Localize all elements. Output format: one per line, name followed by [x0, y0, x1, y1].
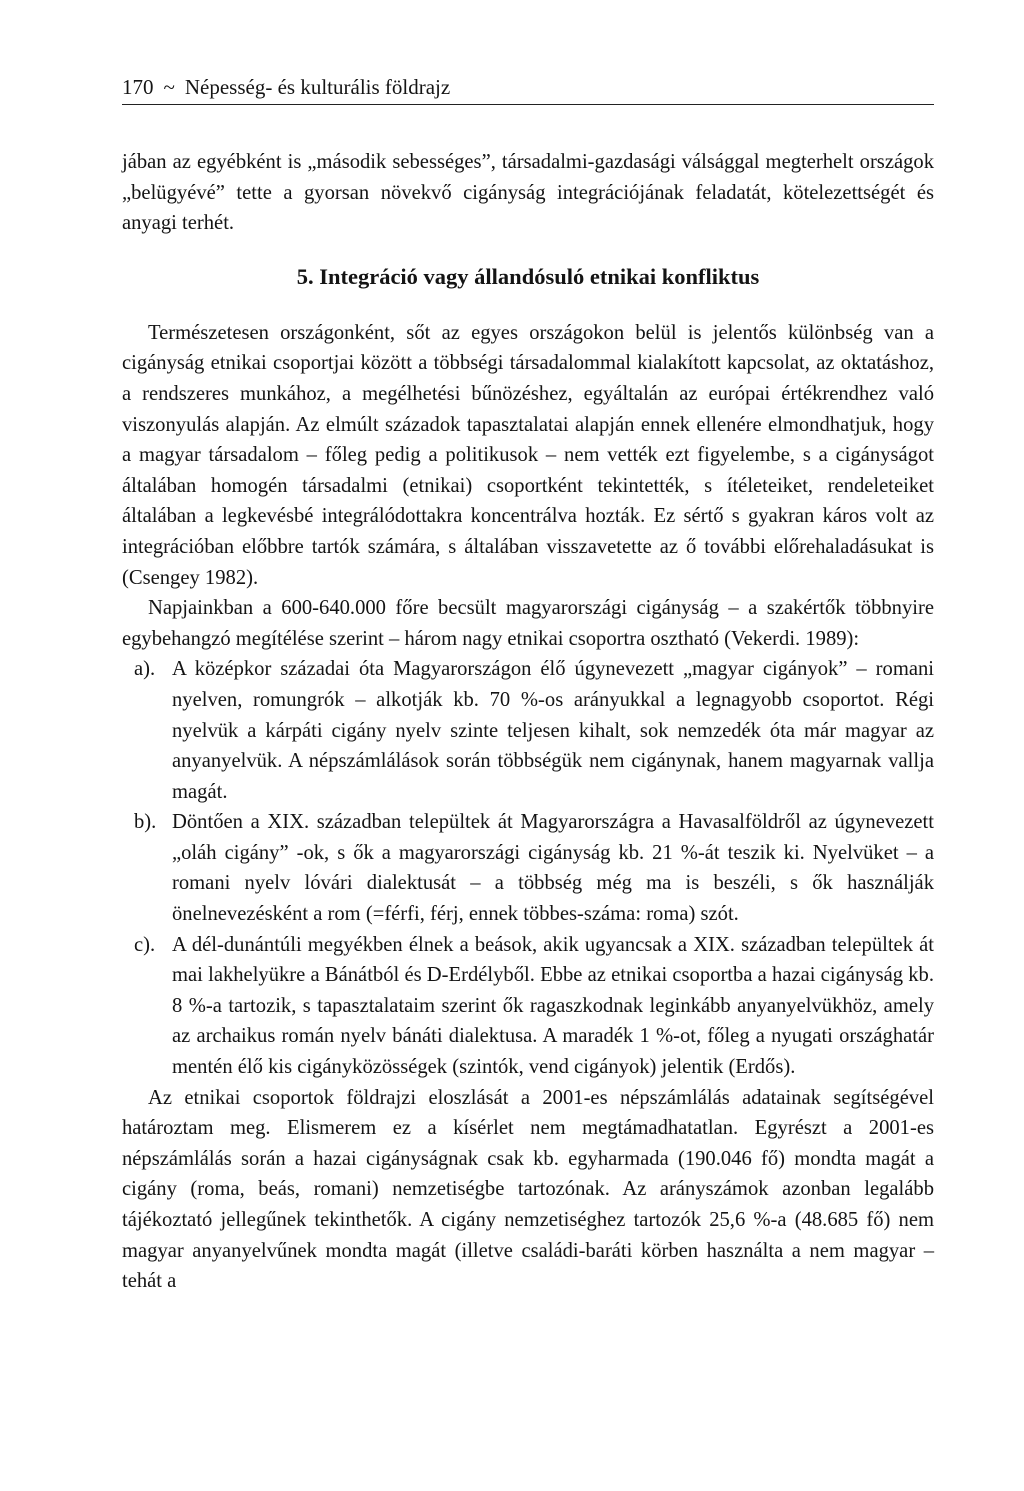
- running-title: Népesség- és kulturális földrajz: [184, 75, 451, 99]
- header-separator: ~: [163, 75, 175, 99]
- book-page: [122, 72, 934, 1297]
- running-header: [122, 72, 934, 105]
- closing-paragraph: Az etnikai csoportok földrajzi eloszlását a 2001-es népszámlálás adatainak segítségével határoztam meg. Elismerem ez a kísérlet nem megtámadhatatlan. Egyrészt a 2001-es népszámlálás során a hazai cigányságnak csak kb. egyharmada (190.046 fő) mondta magát a cigány (roma, beás, romani) nemzetiségbe tartozónak. Az arányszámok azonban legalább tájékoztató jellegűnek tekinthetők. A cigány nemzetiséghez tartozók 25,6 %-a (48.685 fő) nem magyar anyanyelvűnek mondta magát (illetve családi-baráti körben használta a nem magyar – tehát a: [122, 1086, 934, 1293]
- paragraph: Napjainkban a 600-640.000 főre becsült magyarországi cigányság – a szakértők többnyire egybehangzó megítélése szerint – három nagy etnikai csoportra osztható (Vekerdi. 1989):: [122, 597, 934, 650]
- list-marker: b).: [134, 811, 157, 834]
- list-item: [122, 654, 934, 807]
- list-marker: a).: [134, 658, 156, 681]
- list-item: [122, 807, 934, 929]
- list-item-text: A középkor századai óta Magyarországon élő úgynevezett „magyar cigányok” – romani nyelven, romungrók – alkotják kb. 70 %-os arányukkal a legnagyobb csoportot. Régi nyelvük a kárpáti cigány nyelv szinte teljesen kihalt, sok nemzedék óta már magyar az anyanyelvük. A népszámlálások során többségük nem cigánynak, hanem magyarnak vallja magát.: [172, 658, 934, 803]
- list-item-text: Döntően a XIX. században települtek át Magyarországra a Havasalföldről az úgynevezett „oláh cigány” -ok, s ők a magyarországi cigányság kb. 21 %-át teszik ki. Nyelvüket – a romani nyelv lóvári dialektusát – a többség még ma is beszéli, s ők használják önelnevezésként a rom (=férfi, férj, ennek többes-száma: roma) szót.: [172, 811, 934, 926]
- opening-paragraph: jában az egyébként is „második sebességes”, társadalmi-gazdasági válsággal megterhelt országok „belügyévé” tette a gyorsan növekvő cigányság integrációjának feladatát, kötelezettségét és anyagi terhét.: [122, 151, 934, 235]
- list-marker: c).: [134, 933, 156, 956]
- list-item-text: A dél-dunántúli megyékben élnek a beások, akik ugyancsak a XIX. században települtek át mai lakhelyükre a Bánátból és D-Erdélyből. Ebbe az etnikai csoportba a hazai cigányság kb. 8 %-a tartozik, s tapasztalataim szerint ők ragaszkodnak leginkább anyanyelvükhöz, amely az archaikus román nyelv bánáti dialektusa. A maradék 1 %-ot, főleg a nyugati országhatár mentén élő kis cigányközösségek (szintók, vend cigányok) jelentik (Erdős).: [172, 933, 934, 1079]
- list-item: [122, 930, 934, 1083]
- section-heading: 5. Integráció vagy állandósuló etnikai konfliktus: [296, 263, 760, 289]
- page-number: 170: [122, 75, 154, 99]
- body-text: [122, 147, 934, 1297]
- paragraph: Természetesen országonként, sőt az egyes országokon belül is jelentős különbség van a cigányság etnikai csoportjai között a többségi társadalommal kialakított kapcsolat, az oktatáshoz, a rendszeres munkához, a megélhetési bűnözéshez, egyáltalán az európai értékrendhez való viszonyulás alapján. Az elmúlt századok tapasztalatai alapján ennek ellenére elmondhatjuk, hogy a magyar társadalom – főleg pedig a politikusok – nem vették ezt figyelembe, s a cigányságot általában homogén társadalmi (etnikai) csoportként tekintették, s ítéleteiket, rendeleteiket általában a legkevésbé integrálódottakra koncentrálva hozták. Ez sértő s gyakran káros volt az integrációban előbbre tartók számára, s általában visszavetette az ő további előrehaladásukat is (Csengey 1982).: [122, 321, 934, 589]
